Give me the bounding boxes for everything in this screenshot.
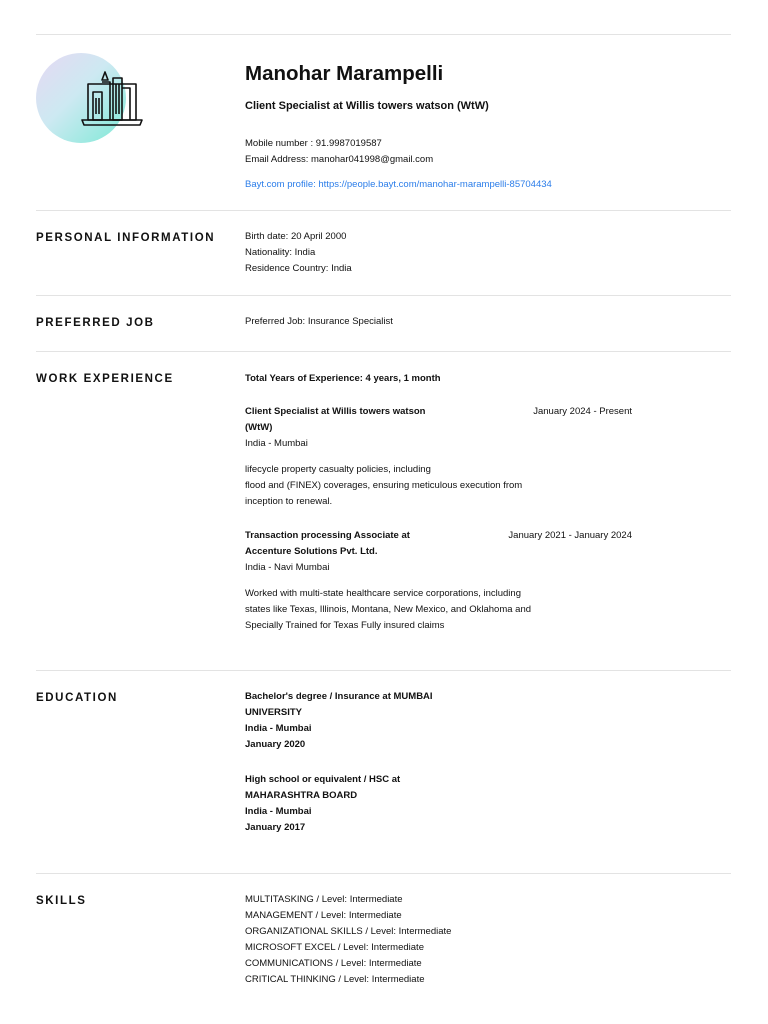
job-title: Client Specialist at Willis towers watson <box>245 406 426 417</box>
city-buildings-laptop-icon <box>80 70 144 128</box>
job-entry <box>245 404 425 452</box>
skill-item: COMMUNICATIONS / Level: Intermediate <box>245 958 422 969</box>
skills-list <box>245 892 451 988</box>
education-entry <box>245 689 433 753</box>
headline: Client Specialist at Willis towers watson (WtW) <box>245 100 489 112</box>
education-date: January 2017 <box>245 822 306 833</box>
candidate-name: Manohar Marampelli <box>245 62 444 85</box>
job-location: India - Navi Mumbai <box>245 562 330 573</box>
top-divider <box>36 34 731 35</box>
email-address[interactable]: Email Address: manohar041998@gmail.com <box>245 154 434 165</box>
skill-item: MULTITASKING / Level: Intermediate <box>245 894 403 905</box>
residence-country: Residence Country: India <box>245 263 352 274</box>
preferred-job: Preferred Job: Insurance Specialist <box>245 316 393 327</box>
total-experience: Total Years of Experience: 4 years, 1 month <box>245 373 441 384</box>
description-line: flood and (FINEX) coverages, ensuring meticulous execution from <box>245 480 523 491</box>
section-title-skills: SKILLS <box>36 895 87 907</box>
description-line: inception to renewal. <box>245 496 333 507</box>
section-title-preferred-job: PREFERRED JOB <box>36 317 155 329</box>
section-title-work: WORK EXPERIENCE <box>36 373 174 385</box>
education-entry <box>245 772 400 836</box>
birth-date: Birth date: 20 April 2000 <box>245 231 347 242</box>
description-line: lifecycle property casualty policies, including <box>245 464 431 475</box>
description-line: states like Texas, Illinois, Montana, New Mexico, and Oklahoma and <box>245 604 532 615</box>
job-dates: January 2021 - January 2024 <box>508 530 632 541</box>
job-location: India - Mumbai <box>245 438 308 449</box>
section-title-personal: PERSONAL INFORMATION <box>36 232 216 244</box>
section-title-education: EDUCATION <box>36 692 118 704</box>
job-dates: January 2024 - Present <box>533 406 632 417</box>
institution: MAHARASHTRA BOARD <box>245 790 358 801</box>
description-line: Specially Trained for Texas Fully insured claims <box>245 620 445 631</box>
education-location: India - Mumbai <box>245 723 312 734</box>
job-description <box>245 462 522 510</box>
job-description <box>245 586 531 634</box>
skill-item: ORGANIZATIONAL SKILLS / Level: Intermediate <box>245 926 452 937</box>
job-title: (WtW) <box>245 422 273 433</box>
degree: Bachelor's degree / Insurance at MUMBAI <box>245 691 433 702</box>
job-entry <box>245 528 410 576</box>
personal-info-list <box>245 229 352 277</box>
education-date: January 2020 <box>245 739 306 750</box>
skill-item: CRITICAL THINKING / Level: Intermediate <box>245 974 425 985</box>
job-title: Transaction processing Associate at <box>245 530 410 541</box>
divider <box>36 670 731 671</box>
divider <box>36 295 731 296</box>
institution: UNIVERSITY <box>245 707 303 718</box>
skill-item: MANAGEMENT / Level: Intermediate <box>245 910 402 921</box>
degree: High school or equivalent / HSC at <box>245 774 401 785</box>
divider <box>36 351 731 352</box>
job-title: Accenture Solutions Pvt. Ltd. <box>245 546 378 557</box>
mobile-number: Mobile number : 91.9987019587 <box>245 138 382 149</box>
description-line: Worked with multi-state healthcare service corporations, including <box>245 588 521 599</box>
skill-item: MICROSOFT EXCEL / Level: Intermediate <box>245 942 424 953</box>
divider <box>36 873 731 874</box>
divider <box>36 210 731 211</box>
nationality: Nationality: India <box>245 247 316 258</box>
profile-link[interactable]: Bayt.com profile: https://people.bayt.com/manohar-marampelli-85704434 <box>245 179 552 190</box>
education-location: India - Mumbai <box>245 806 312 817</box>
